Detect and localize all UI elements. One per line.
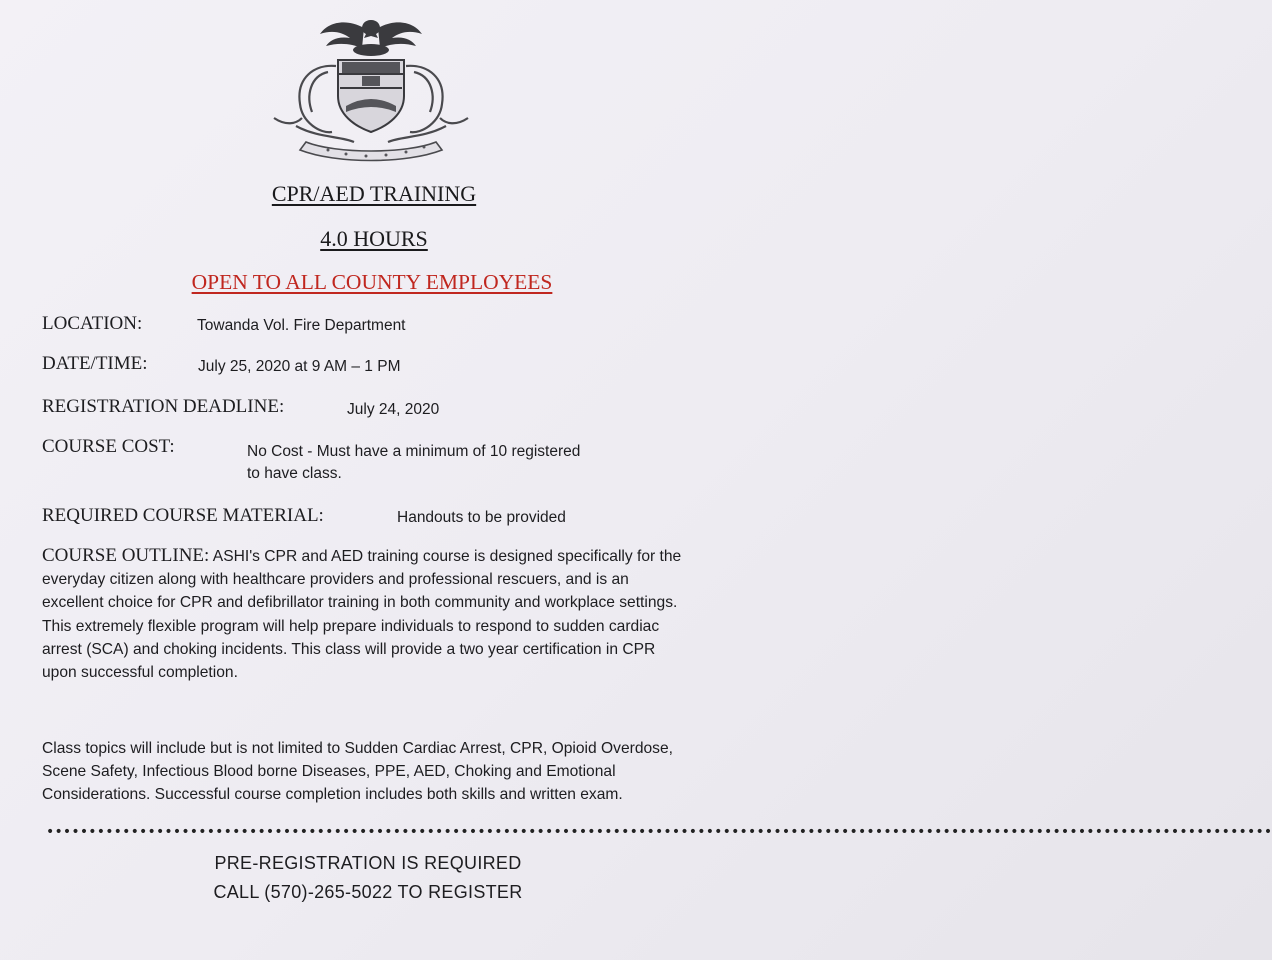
- dotted-divider: •••••••••••••••••••••••••••••••••••••••••••••••••••••••••••••••••••••••••••••••••••••••••••••••••••••••••••••••••••••••••••••••••••••••••••••••••: [46, 824, 1272, 840]
- material-value: Handouts to be provided: [397, 509, 566, 526]
- cost-row: [42, 436, 175, 458]
- course-outline: [42, 544, 692, 684]
- outline-label: COURSE OUTLINE:: [42, 545, 210, 566]
- pre-registration-notice: PRE-REGISTRATION IS REQUIRED: [214, 853, 522, 873]
- cost-value-line1: No Cost - Must have a minimum of 10 registered: [247, 443, 581, 460]
- registration-phone: CALL (570)-265-5022 TO REGISTER: [213, 882, 523, 902]
- class-topics: Class topics will include but is not limited to Sudden Cardiac Arrest, CPR, Opioid Overdose, Scene Safety, Infectious Blood borne Diseases, PPE, AED, Choking and Emotional Considerations. Successful course completion includes both skills and written exam.: [42, 740, 673, 804]
- location-value: Towanda Vol. Fire Department: [197, 317, 406, 334]
- deadline-row: [42, 396, 284, 418]
- deadline-value: July 24, 2020: [347, 401, 440, 418]
- pennsylvania-coat-of-arms-icon: [266, 14, 476, 164]
- location-row: [42, 313, 142, 335]
- audience-heading: OPEN TO ALL COUNTY EMPLOYEES: [191, 270, 553, 294]
- cost-value-line2: to have class.: [247, 465, 342, 482]
- datetime-label: DATE/TIME:: [42, 353, 148, 374]
- datetime-row: [42, 353, 148, 375]
- material-row: [42, 505, 324, 527]
- deadline-label: REGISTRATION DEADLINE:: [42, 396, 285, 417]
- datetime-value: July 25, 2020 at 9 AM – 1 PM: [198, 358, 401, 375]
- location-label: LOCATION:: [42, 313, 143, 334]
- material-label: REQUIRED COURSE MATERIAL:: [42, 505, 324, 526]
- course-title: CPR/AED TRAINING: [271, 181, 477, 206]
- cost-label: COURSE COST:: [42, 436, 175, 457]
- outline-text: ASHI's CPR and AED training course is designed specifically for the everyday citizen along with healthcare providers and professional rescuers, and is an excellent choice for CPR and defibrillator training in both community and workplace settings. This extremely flexible program will help prepare individuals to respond to sudden cardiac arrest (SCA) and choking incidents. This class will provide a two year certification in CPR upon successful completion.: [42, 548, 682, 682]
- course-hours: 4.0 HOURS: [320, 226, 428, 251]
